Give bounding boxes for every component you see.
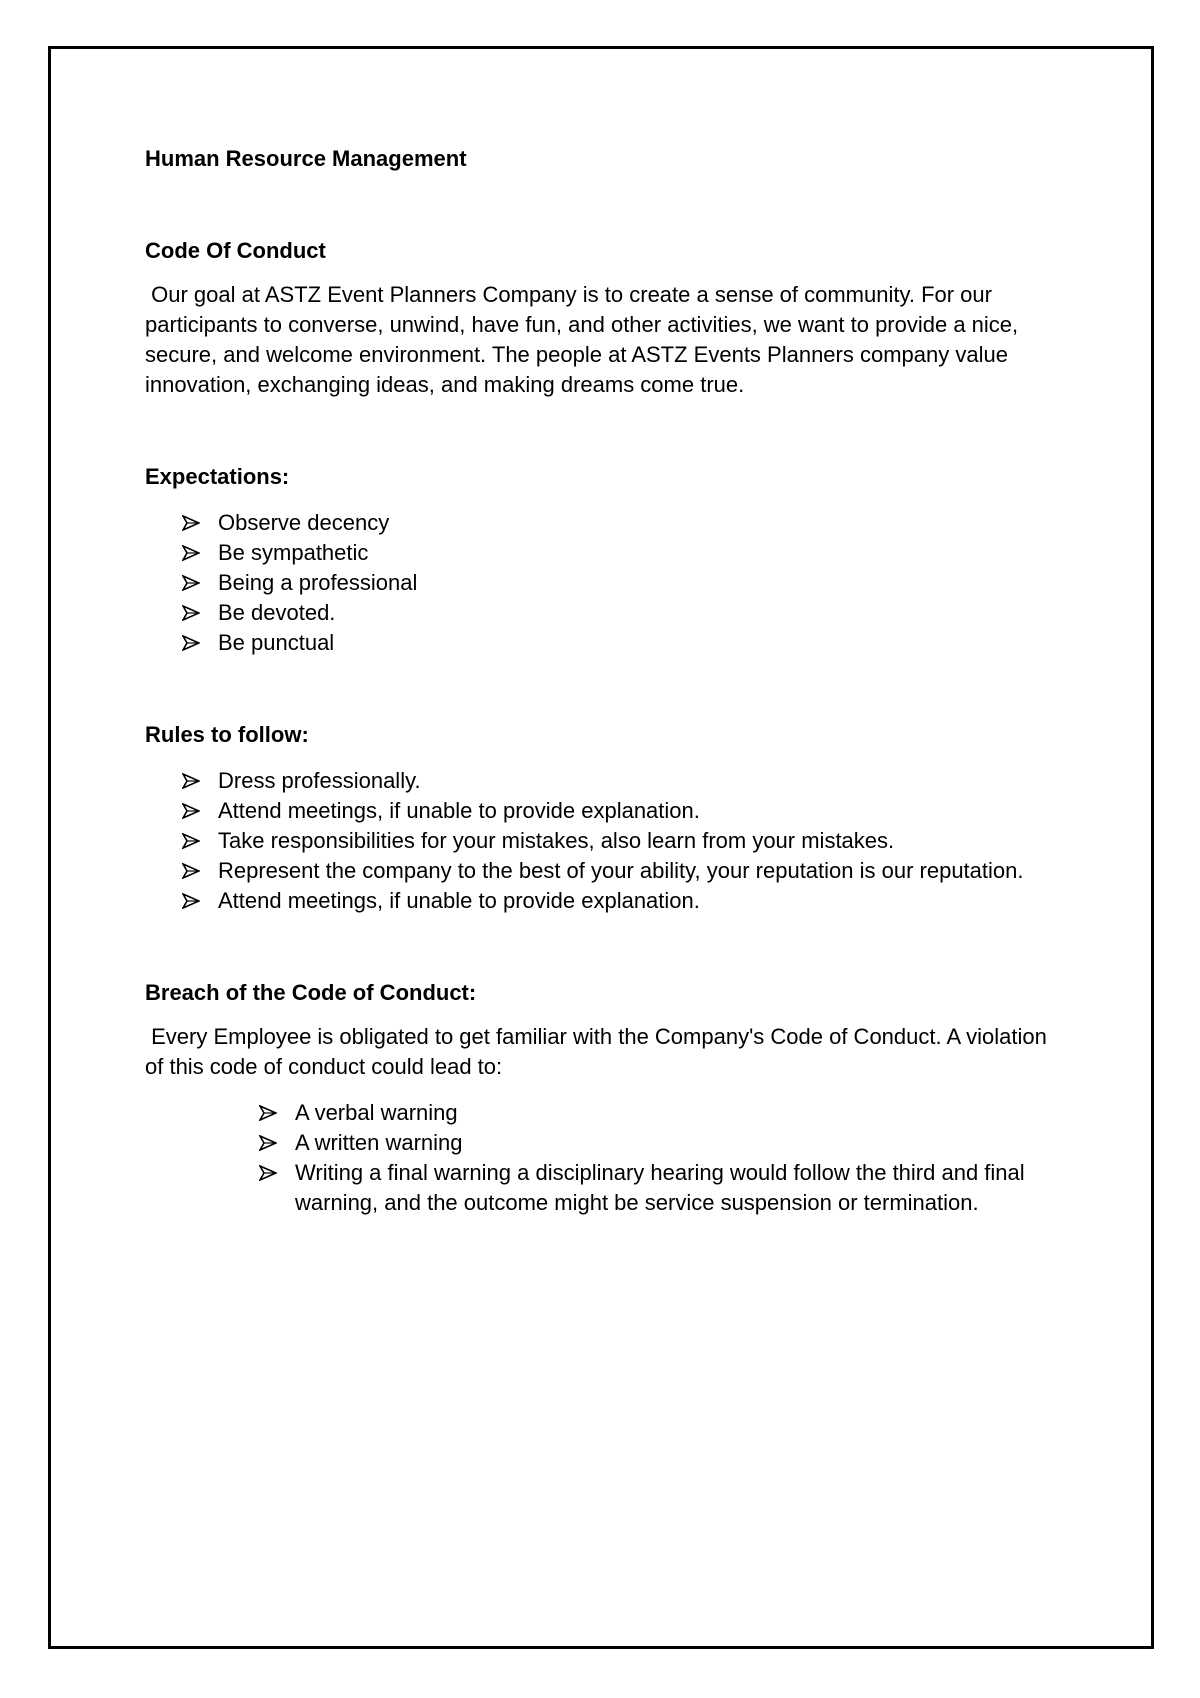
list-item xyxy=(145,508,1065,538)
expectations-list xyxy=(145,508,1065,658)
arrow-bullet-icon xyxy=(259,1158,279,1188)
document-body xyxy=(145,144,1065,1218)
list-item-text: Represent the company to the best of your ability, your reputation is our reputation. xyxy=(218,858,1024,883)
arrow-bullet-icon xyxy=(182,856,202,886)
list-item xyxy=(145,568,1065,598)
list-item xyxy=(145,538,1065,568)
list-item xyxy=(145,886,1065,916)
list-item-text: Take responsibilities for your mistakes, also learn from your mistakes. xyxy=(218,828,895,853)
arrow-bullet-icon xyxy=(182,598,202,628)
arrow-bullet-icon xyxy=(182,508,202,538)
code-of-conduct-heading: Code Of Conduct xyxy=(145,238,326,263)
arrow-bullet-icon xyxy=(182,538,202,568)
list-item-text: Writing a final warning a disciplinary hearing would follow the third and final warning, and the outcome might be service suspension or termination. xyxy=(295,1160,1025,1215)
list-item-text: Be punctual xyxy=(218,630,335,655)
arrow-bullet-icon xyxy=(182,766,202,796)
arrow-bullet-icon xyxy=(182,886,202,916)
list-item-text: Dress professionally. xyxy=(218,768,421,793)
breach-paragraph: Every Employee is obligated to get familiar with the Company's Code of Conduct. A violation of this code of conduct could lead to: xyxy=(145,1024,1053,1079)
rules-list xyxy=(145,766,1065,916)
list-item xyxy=(145,1098,1065,1128)
expectations-heading: Expectations: xyxy=(145,464,290,489)
arrow-bullet-icon xyxy=(182,628,202,658)
arrow-bullet-icon xyxy=(182,568,202,598)
list-item xyxy=(145,598,1065,628)
arrow-bullet-icon xyxy=(259,1098,279,1128)
list-item xyxy=(145,796,1065,826)
list-item-text: A verbal warning xyxy=(295,1100,458,1125)
list-item xyxy=(145,1128,1065,1158)
list-item-text: Attend meetings, if unable to provide explanation. xyxy=(218,888,700,913)
list-item xyxy=(145,766,1065,796)
list-item-text: A written warning xyxy=(295,1130,463,1155)
breach-heading: Breach of the Code of Conduct: xyxy=(145,980,477,1005)
list-item xyxy=(145,1158,1065,1218)
list-item-text: Be devoted. xyxy=(218,600,336,625)
document-title: Human Resource Management xyxy=(145,146,467,171)
list-item xyxy=(145,856,1065,886)
arrow-bullet-icon xyxy=(259,1128,279,1158)
list-item xyxy=(145,628,1065,658)
list-item-text: Be sympathetic xyxy=(218,540,369,565)
arrow-bullet-icon xyxy=(182,826,202,856)
rules-heading: Rules to follow: xyxy=(145,722,309,747)
code-of-conduct-paragraph: Our goal at ASTZ Event Planners Company is to create a sense of community. For our participants to converse, unwind, have fun, and other activities, we want to provide a nice, secure, and welcome environment. The people at ASTZ Events Planners company value innovation, exchanging ideas, and making dreams come true. xyxy=(145,282,1025,397)
list-item-text: Being a professional xyxy=(218,570,418,595)
arrow-bullet-icon xyxy=(182,796,202,826)
list-item-text: Observe decency xyxy=(218,510,390,535)
list-item-text: Attend meetings, if unable to provide explanation. xyxy=(218,798,700,823)
breach-consequences-list xyxy=(145,1098,1065,1218)
list-item xyxy=(145,826,1065,856)
